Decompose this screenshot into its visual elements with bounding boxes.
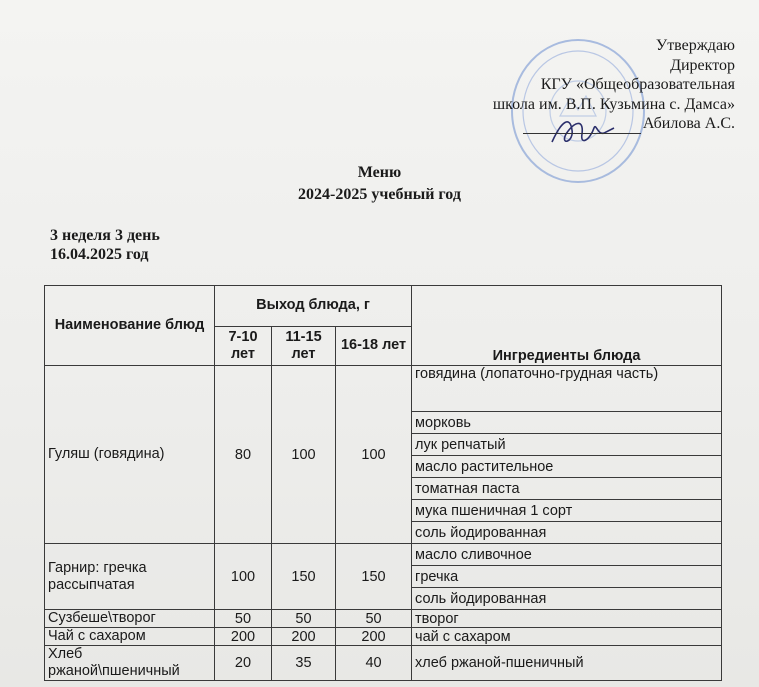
output-11-15: 150 (272, 544, 336, 610)
table-row (45, 646, 722, 681)
ingredient: морковь (412, 412, 722, 434)
header-row-1 (45, 286, 722, 327)
page-subtitle: 2024-2025 учебный год (298, 186, 461, 203)
output-7-10: 100 (215, 544, 272, 610)
week-day: 3 неделя 3 день (50, 227, 160, 244)
ingredient: лук репчатый (412, 434, 722, 456)
meta-block (50, 226, 160, 264)
table-row (45, 366, 722, 412)
output-11-15: 50 (272, 610, 336, 628)
signature-line (523, 133, 641, 134)
table-row (45, 610, 722, 628)
approval-line-3: КГУ «Общеобразовательная (540, 76, 735, 93)
output-11-15: 200 (272, 628, 336, 646)
header-age-11-15: 11-15 лет (272, 326, 336, 366)
ingredient: масло сливочное (412, 544, 722, 566)
menu-table (44, 285, 722, 681)
approval-line-2: Директор (670, 56, 735, 74)
director-name: Абилова А.С. (642, 115, 735, 132)
approval-line-4: школа им. В.П. Кузьмина с. Дамса» (492, 95, 735, 113)
dish-name: Гарнир: гречка рассыпчатая (45, 544, 215, 610)
menu-date: 16.04.2025 год (50, 246, 149, 263)
output-11-15: 100 (272, 366, 336, 544)
ingredient: хлеб ржаной-пшеничный (412, 646, 722, 681)
approval-block (493, 36, 735, 134)
dish-name: Сузбеше\творог (45, 610, 215, 628)
output-11-15: 35 (272, 646, 336, 681)
output-7-10: 50 (215, 610, 272, 628)
ingredient: чай с сахаром (412, 628, 722, 646)
header-output: Выход блюда, г (215, 286, 412, 327)
page-title: Меню (357, 164, 402, 181)
ingredient: мука пшеничная 1 сорт (412, 500, 722, 522)
ingredient: гречка (412, 566, 722, 588)
output-7-10: 200 (215, 628, 272, 646)
approval-line-1: Утверждаю (655, 37, 735, 54)
ingredient: соль йодированная (412, 588, 722, 610)
output-16-18: 150 (336, 544, 412, 610)
ingredient: говядина (лопаточно-грудная часть) (412, 366, 722, 412)
header-name: Наименование блюд (45, 286, 215, 366)
dish-name: Гуляш (говядина) (45, 366, 215, 544)
output-16-18: 200 (336, 628, 412, 646)
table-row (45, 628, 722, 646)
output-7-10: 20 (215, 646, 272, 681)
table-row (45, 544, 722, 566)
dish-name: Хлеб ржаной\пшеничный (45, 646, 215, 681)
ingredient: творог (412, 610, 722, 628)
output-7-10: 80 (215, 366, 272, 544)
approval-line-5 (493, 114, 735, 134)
ingredient: соль йодированная (412, 522, 722, 544)
header-ingredients: Ингредиенты блюда (412, 286, 722, 366)
ingredient: томатная паста (412, 478, 722, 500)
ingredient: масло растительное (412, 456, 722, 478)
dish-name: Чай с сахаром (45, 628, 215, 646)
header-age-7-10: 7-10 лет (215, 326, 272, 366)
output-16-18: 50 (336, 610, 412, 628)
output-16-18: 40 (336, 646, 412, 681)
output-16-18: 100 (336, 366, 412, 544)
header-age-16-18: 16-18 лет (336, 326, 412, 366)
